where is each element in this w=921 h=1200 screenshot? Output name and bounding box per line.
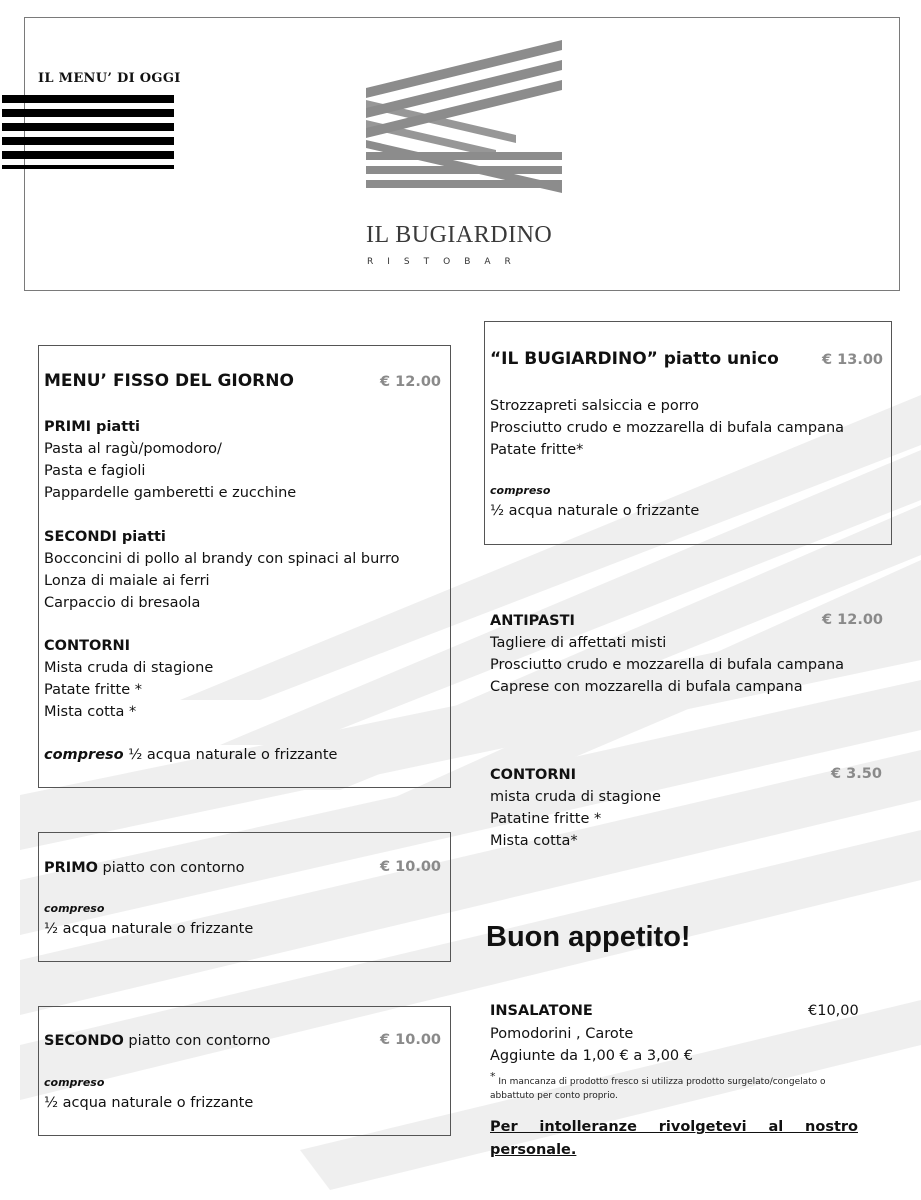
secondi-item: Lonza di maiale ai ferri [44,573,210,589]
contorni-heading: CONTORNI [44,638,131,654]
secondo-title-rest: piatto con contorno [123,1033,271,1049]
secondo-price: € 10.00 [380,1032,442,1048]
secondo-title-bold: SECONDO [44,1033,124,1049]
menu-fisso-title: MENU’ FISSO DEL GIORNO [44,371,294,391]
menu-fisso-price: € 12.00 [380,374,442,390]
intolleranze-notice: Per intolleranze rivolgetevi al nostro personale. [490,1119,858,1158]
insalatone-heading: INSALATONE [490,1003,593,1019]
surgelato-note [490,1070,830,1103]
insalatone-item: Aggiunte da 1,00 € a 3,00 € [490,1048,693,1064]
primi-item: Pappardelle gamberetti e zucchine [44,485,297,501]
primo-title [44,857,245,879]
secondo-compreso-text: ½ acqua naturale o frizzante [44,1095,254,1111]
primo-compreso-label: compreso [44,902,105,915]
antipasti-price: € 12.00 [822,612,884,628]
buon-appetito: Buon appetito! [486,921,691,953]
note-star: * [490,1070,496,1083]
secondo-box [38,1006,451,1136]
brand-subtitle: RISTOBAR [367,257,525,267]
primo-title-rest: piatto con contorno [97,860,245,876]
brand-name: IL BUGIARDINO [366,222,553,248]
primi-item: Pasta al ragù/pomodoro/ [44,441,222,457]
antipasti-item: Tagliere di affettati misti [490,635,667,651]
primo-price: € 10.00 [380,859,442,875]
compreso-text: ½ acqua naturale o frizzante [128,747,338,763]
piatto-unico-item: Prosciutto crudo e mozzarella di bufala campana [490,420,845,436]
striped-bars-decoration [2,95,174,173]
contorni-item: Patate fritte * [44,682,143,698]
primi-heading: PRIMI piatti [44,419,141,435]
piatto-unico-compreso-text: ½ acqua naturale o frizzante [490,503,700,519]
restaurant-logo-icon [366,40,566,195]
header-label: IL MENU’ DI OGGI [38,71,181,86]
secondi-item: Carpaccio di bresaola [44,595,201,611]
secondi-heading: SECONDI piatti [44,529,166,545]
primi-item: Pasta e fagioli [44,463,146,479]
primo-compreso-text: ½ acqua naturale o frizzante [44,921,254,937]
contorni-right-item: mista cruda di stagione [490,789,661,805]
contorni-right-item: Patatine fritte * [490,811,602,827]
antipasti-heading: ANTIPASTI [490,613,575,629]
secondi-item: Bocconcini di pollo al brandy con spinaci al burro [44,551,400,567]
antipasti-item: Caprese con mozzarella di bufala campana [490,679,803,695]
note-text: In mancanza di prodotto fresco si utilizza prodotto surgelato/congelato o abbattuto per conto proprio. [490,1077,826,1101]
contorni-item: Mista cotta * [44,704,137,720]
contorni-right-item: Mista cotta* [490,833,578,849]
primo-box [38,832,451,962]
contorni-right-price: € 3.50 [831,766,882,782]
piatto-unico-item: Strozzapreti salsiccia e porro [490,398,699,414]
contorni-item: Mista cruda di stagione [44,660,214,676]
antipasti-item: Prosciutto crudo e mozzarella di bufala campana [490,657,845,673]
secondo-title [44,1030,270,1052]
piatto-unico-item: Patate fritte* [490,442,584,458]
contorni-right-heading: CONTORNI [490,767,577,783]
piatto-unico-price: € 13.00 [822,352,884,368]
piatto-unico-title: “IL BUGIARDINO” piatto unico [490,349,779,369]
menu-fisso-compreso [44,744,337,766]
insalatone-item: Pomodorini , Carote [490,1026,634,1042]
piatto-unico-compreso-label: compreso [490,484,551,497]
compreso-label: compreso [44,747,124,763]
secondo-compreso-label: compreso [44,1076,105,1089]
insalatone-price: €10,00 [808,1003,859,1019]
primo-title-bold: PRIMO [44,860,98,876]
